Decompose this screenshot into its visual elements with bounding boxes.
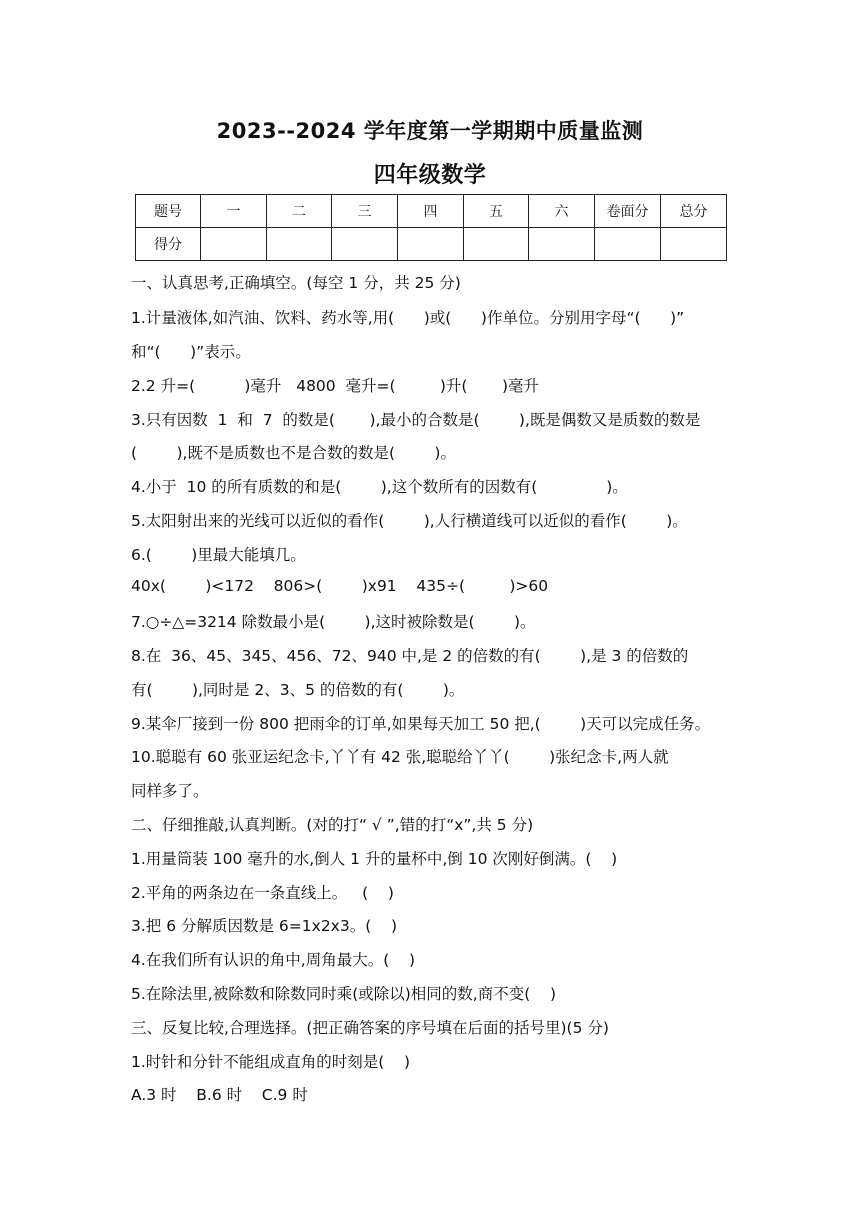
score-cell	[267, 228, 332, 261]
score-cell	[464, 228, 529, 261]
score-table-header-row	[136, 195, 727, 228]
question-text: 和“( )”表示。	[131, 343, 251, 361]
score-table	[135, 194, 727, 261]
question-text: 2.平角的两条边在一条直线上。 ( )	[131, 884, 394, 902]
table-cell: 六	[529, 195, 595, 228]
question-text: 5.太阳射出来的光线可以近似的看作( ),人行横道线可以近似的看作( )。	[131, 512, 688, 530]
table-cell: 得分	[136, 228, 201, 261]
question-text: 3.把 6 分解质因数是 6=1x2x3。( )	[131, 917, 398, 935]
table-cell: 三	[332, 195, 398, 228]
section-heading-fill-in: 一、认真思考,正确填空。(每空 1 分，共 25 分)	[131, 274, 461, 292]
score-cell	[529, 228, 595, 261]
question-text: 1.用量筒装 100 毫升的水,倒人 1 升的量杯中,倒 10 次刚好倒满。( )	[131, 850, 618, 868]
table-cell: 二	[267, 195, 332, 228]
question-text: 8.在 36、45、345、456、72、940 中,是 2 的倍数的有( ),是 3 的倍数的	[131, 647, 689, 665]
table-cell: 总分	[661, 195, 727, 228]
question-text: 同样多了。	[131, 782, 209, 800]
table-cell: 卷面分	[595, 195, 661, 228]
score-cell	[595, 228, 661, 261]
score-cell	[661, 228, 727, 261]
exam-subtitle: 四年级数学	[373, 163, 487, 188]
question-text: 10.聪聪有 60 张亚运纪念卡,丫丫有 42 张,聪聪给丫丫( )张纪念卡,两人就	[131, 748, 669, 766]
question-text: 3.只有因数 1 和 7 的数是( ),最小的合数是( ),既是偶数又是质数的数是	[131, 411, 701, 429]
table-cell: 五	[464, 195, 529, 228]
score-table-score-row	[136, 228, 727, 261]
question-text: 4.小于 10 的所有质数的和是( ),这个数所有的因数有( )。	[131, 478, 628, 496]
question-text: 40x( )<172 806>( )x91 435÷( )>60	[131, 577, 549, 595]
table-cell: 一	[201, 195, 267, 228]
table-cell: 题号	[136, 195, 201, 228]
question-text: 4.在我们所有认识的角中,周角最大。( )	[131, 951, 416, 969]
exam-title: 2023--2024 学年度第一学期期中质量监测	[216, 119, 644, 143]
score-cell	[398, 228, 464, 261]
question-text: 9.某伞厂接到一份 800 把雨伞的订单,如果每天加工 50 把,( )天可以完成任务。	[131, 715, 711, 733]
question-text: 有( ),同时是 2、3、5 的倍数的有( )。	[131, 681, 465, 699]
question-text: 7.○÷△=3214 除数最小是( ),这时被除数是( )。	[131, 613, 536, 631]
score-cell	[332, 228, 398, 261]
table-cell: 四	[398, 195, 464, 228]
answer-options: A.3 时 B.6 时 C.9 时	[131, 1086, 308, 1104]
question-text: 1.计量液体,如汽油、饮料、药水等,用( )或( )作单位。分别用字母“( )”	[131, 309, 685, 327]
score-cell	[201, 228, 267, 261]
question-text: ( ),既不是质数也不是合数的数是( )。	[131, 444, 456, 462]
question-text: 1.时针和分针不能组成直角的时刻是( )	[131, 1053, 411, 1071]
section-heading-choice: 三、反复比较,合理选择。(把正确答案的序号填在后面的括号里)(5 分)	[131, 1019, 609, 1037]
question-text: 5.在除法里,被除数和除数同时乘(或除以)相同的数,商不变( )	[131, 985, 557, 1003]
question-text: 6.( )里最大能填几。	[131, 546, 306, 564]
section-heading-judgement: 二、仔细推敲,认真判断。(对的打“ √ ”,错的打“x”,共 5 分)	[131, 816, 534, 834]
question-text: 2.2 升=( )毫升 4800 毫升=( )升( )毫升	[131, 377, 540, 395]
